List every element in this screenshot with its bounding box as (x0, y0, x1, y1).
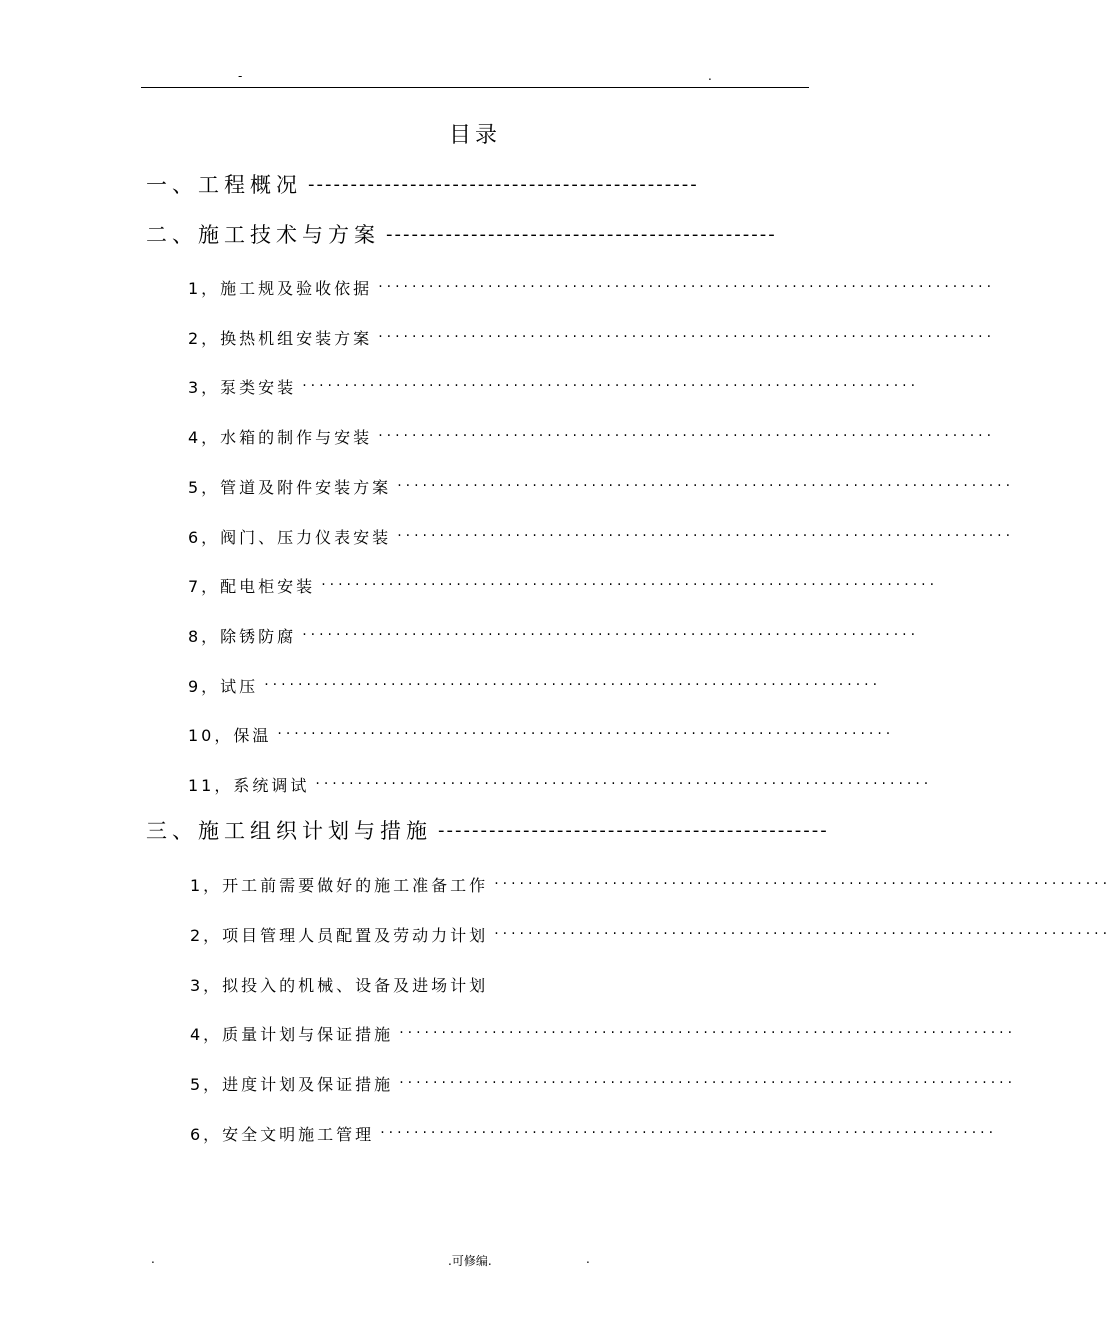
toc-entry-2-6[interactable] (188, 523, 1015, 549)
toc-entry-2-8[interactable] (188, 622, 920, 648)
toc-section-3[interactable] (146, 815, 829, 845)
toc-leader: ········································································· (302, 627, 920, 643)
toc-entry-label: 1，开工前需要做好的施工准备工作 (190, 875, 489, 895)
toc-leader: ········································································· (315, 776, 933, 792)
toc-entry-label: 10，保温 (188, 725, 272, 745)
footer-left-mark: . (151, 1252, 155, 1266)
toc-leader: ········································································· (378, 329, 996, 345)
toc-entry-label: 6，阀门、压力仪表安装 (188, 527, 392, 547)
toc-entry-label: 4，质量计划与保证措施 (190, 1024, 394, 1044)
toc-leader: ········································································· (399, 1075, 1017, 1091)
toc-entry-label: 5，管道及附件安装方案 (188, 477, 392, 497)
toc-entry-3-1[interactable] (190, 871, 1111, 897)
toc-section-2[interactable] (146, 219, 777, 249)
toc-entry-2-1[interactable] (188, 274, 996, 300)
toc-entry-label: 11，系统调试 (188, 775, 310, 795)
toc-entry-3-5[interactable] (190, 1070, 1017, 1096)
toc-leader: ········································································· (494, 926, 1111, 942)
toc-entry-2-3[interactable] (188, 373, 920, 399)
toc-leader: ········································································· (321, 577, 939, 593)
toc-entry-label: 一、工程概况 (146, 173, 302, 197)
toc-entry-2-2[interactable] (188, 324, 996, 350)
toc-entry-label: 5，进度计划及保证措施 (190, 1074, 394, 1094)
footer-right-mark: . (586, 1252, 590, 1266)
toc-entry-label: 3，拟投入的机械、设备及进场计划 (190, 975, 489, 995)
toc-entry-label: 8，除锈防腐 (188, 626, 297, 646)
toc-entry-label: 7，配电柜安装 (188, 576, 316, 596)
toc-entry-label: 2，项目管理人员配置及劳动力计划 (190, 925, 489, 945)
toc-leader: ---------------------------------------------- (438, 819, 829, 841)
toc-entry-3-3[interactable] (190, 971, 770, 997)
toc-entry-2-4[interactable] (188, 423, 996, 449)
toc-entry-label: 1，施工规及验收依据 (188, 278, 373, 298)
toc-leader: ········································································· (397, 528, 1015, 544)
toc-leader: ········································································· (378, 428, 996, 444)
toc-leader: ---------------------------------------------- (308, 173, 699, 195)
toc-entry-label: 2，换热机组安装方案 (188, 328, 373, 348)
toc-section-1[interactable] (146, 169, 774, 199)
toc-entry-2-7[interactable] (188, 572, 939, 598)
toc-entry-3-4[interactable] (190, 1020, 1017, 1046)
toc-leader: ········································································· (264, 677, 882, 693)
toc-entry-label: 三、施工组织计划与措施 (146, 819, 432, 843)
toc-entry-2-10[interactable] (188, 721, 895, 747)
toc-leader: ········································································· (380, 1125, 998, 1141)
toc-entry-label: 6，安全文明施工管理 (190, 1124, 375, 1144)
header-rule (141, 87, 809, 88)
page-title: 目录 (448, 123, 501, 148)
toc-leader: ---------------------------------------------- (386, 223, 777, 245)
toc-leader: ········································································· (399, 1025, 1017, 1041)
toc-leader: ········································································· (378, 279, 996, 295)
toc-entry-2-11[interactable] (188, 771, 933, 797)
toc-entry-label: 3，泵类安装 (188, 377, 297, 397)
header-left-mark: - (238, 69, 243, 83)
toc-entry-label: 4，水箱的制作与安装 (188, 427, 373, 447)
footer-center-text: .可修编. (448, 1254, 492, 1268)
toc-entry-label: 二、施工技术与方案 (146, 223, 380, 247)
toc-entry-3-6[interactable] (190, 1120, 998, 1146)
header-right-mark: . (708, 69, 712, 83)
toc-entry-3-2[interactable] (190, 921, 1111, 947)
toc-entry-2-9[interactable] (188, 672, 882, 698)
toc-leader: ········································································· (397, 478, 1015, 494)
toc-leader: ········································································· (302, 378, 920, 394)
toc-leader: ········································································· (277, 726, 895, 742)
toc-leader: ········································································· (494, 876, 1111, 892)
toc-entry-label: 9，试压 (188, 676, 259, 696)
toc-entry-2-5[interactable] (188, 473, 1015, 499)
